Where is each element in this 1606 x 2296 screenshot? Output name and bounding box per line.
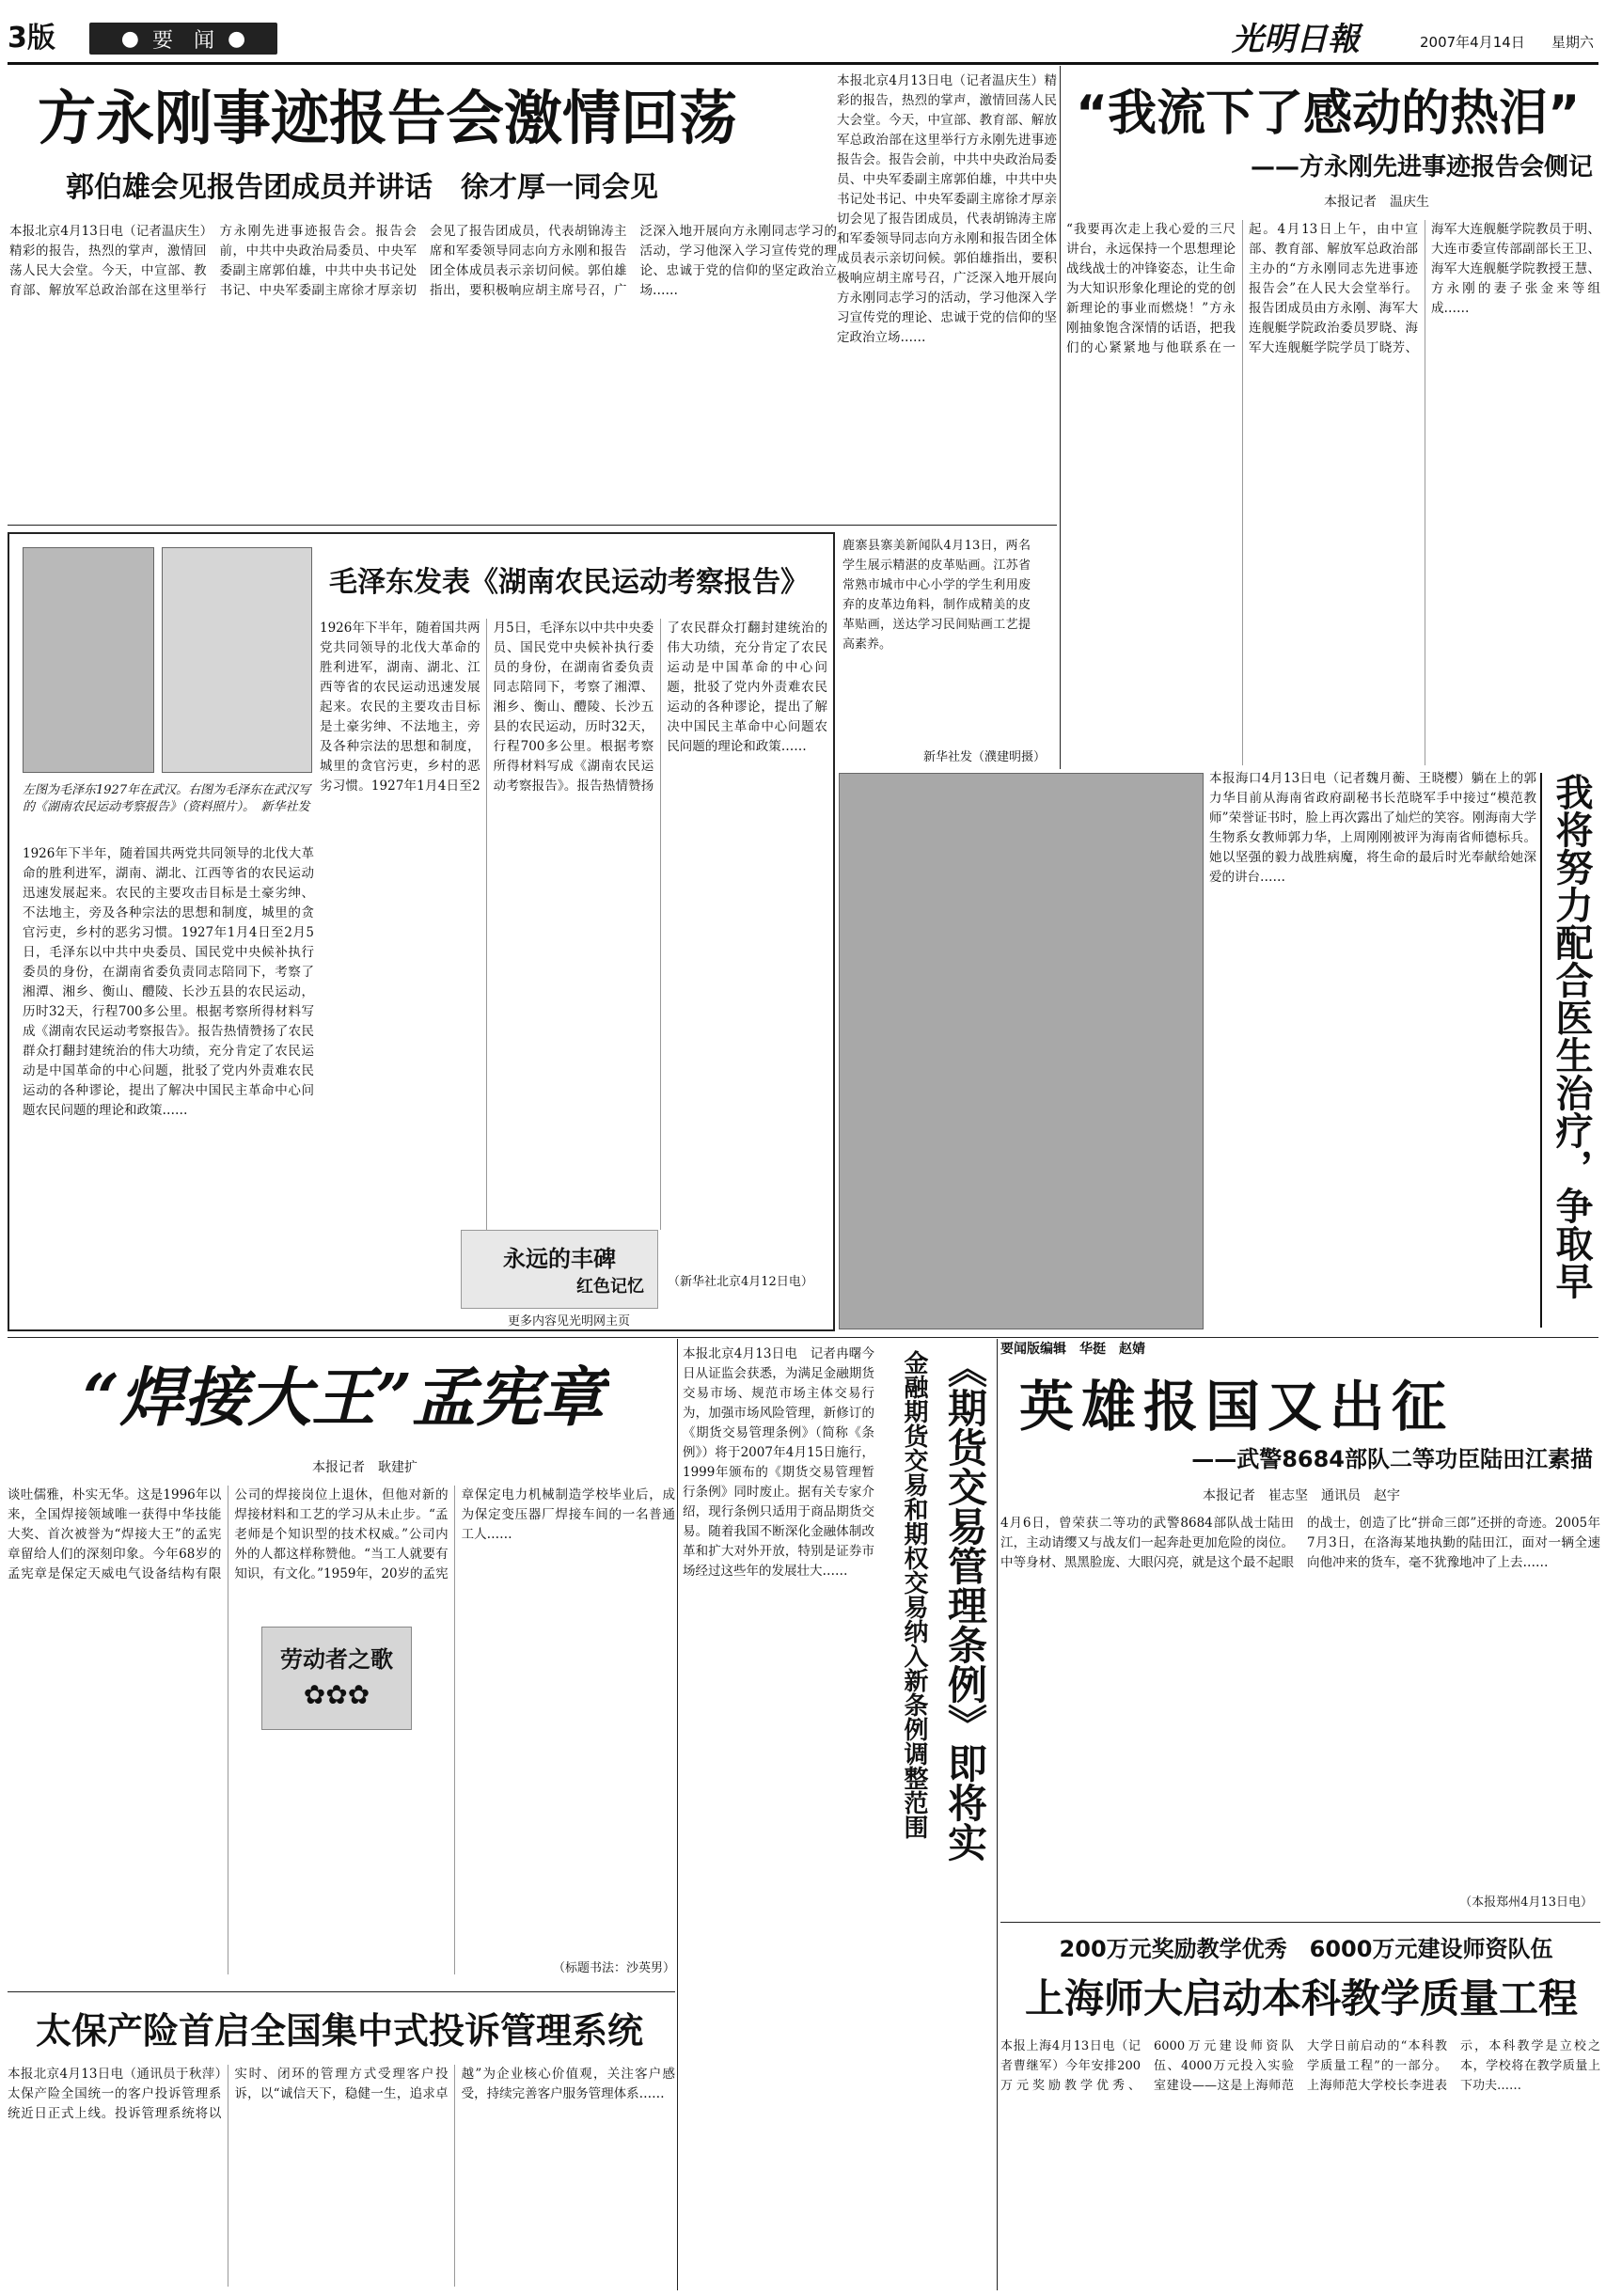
history-body-left: 1926年下半年，随着国共两党共同领导的北伐大革命的胜利进军，湖南、湖北、江西等省的农民运动迅速发展起来。农民的主要攻击目标是土豪劣绅、不法地主，旁及各种宗法的思想和制度，城里的贪官污吏，乡村的恶劣习惯。1927年1月4日至2月5日，毛泽东以中共中央委员、国民党中央候补执行委员的身份，在湖南省委负责同志陪同下，考察了湘潭、湘乡、衡山、醴陵、长沙五县的农民运动，历时32天，行程700多公里。根据考察所得材料写成《湖南农民运动考察报告》。报告热情赞扬了农民群众打翻封建统治的伟大功绩，充分肯定了农民运动是中国革命的中心问题，批驳了党内外责难农民运动的各种谬论，提出了解决中国民主革命中心问题农民问题的理论和政策…… [23,846,314,1118]
issue-date: 2007年4月14日 [1420,34,1525,51]
feature-headline: “我流下了感动的热泪” [1076,86,1581,142]
worker-song-logo [261,1627,412,1730]
welder-credit: （标题书法：沙英男） [552,1961,675,1975]
soldier-subheadline: ——武警8684部队二等功臣陆田江素描 [1191,1446,1593,1472]
article-main [9,71,837,525]
soldier-byline: 本报记者 崔志坚 通讯员 赵宇 [1203,1488,1400,1503]
column-rule [677,1339,678,2290]
welder-byline: 本报记者 耿建扩 [312,1460,417,1475]
welder-body: 谈吐儒雅，朴实无华。这是1996年以来，全国焊接领域唯一获得中华技能大奖、首次被誉为“焊接大王”的孟宪章留给人们的深刻印象。今年68岁的孟宪章是保定天威电气设备结构有限公司的焊接岗位上退休，但他对新的焊接材料和工艺的学习从未止步。“孟老师是个知识型的技术权威。”公司内外的人都这样称赞他。“当工人就要有知识，有文化。”1959年，20岁的孟宪章保定电力机械制造学校毕业后，成为保定变压器厂焊接车间的一名普通工人…… [8,1487,675,1581]
soldier-headline: 英雄报国又出征 [1019,1375,1455,1439]
section-rule [8,1337,1598,1338]
article-body: 本报北京4月13日电（记者温庆生）精彩的报告，热烈的掌声，激情回荡人民大会堂。今天，中宣部、教育部、解放军总政治部在这里举行方永刚先进事迹报告会。报告会前，中共中央政治局委员、中央军委副主席郭伯雄，中共中央书记处书记、中央军委副主席徐才厚亲切会见了报告团成员，代表胡锦涛主席和军委领导同志向方永刚和报告团全体成员表示亲切问候。郭伯雄指出，要积极响应胡主席号召，广泛深入地开展向方永刚同志学习的活动，学习他深入学习宣传党的理论、忠诚于党的信仰的坚定政治立场…… [9,224,837,298]
column-logo-sub: 红色记忆 [576,1277,644,1297]
bullet-icon: ● [228,26,246,51]
article-welder [8,1345,675,1984]
students-photo [839,773,1204,1329]
page-number: 3版 [8,22,55,55]
futures-body: 本报北京4月13日电 记者冉曙今日从证监会获悉，为满足金融期货交易市场、规范市场主体交易行为，加强市场风险管理，新修订的《期货交易管理条例》（简称《条例》）将于2007年4月15日施行，1999年颁布的《期货交易管理暂行条例》同时废止。据有关专家介绍，现行条例只适用于商品期货交易。随着我国不断深化金融体制改革和扩大对外开放，特别是证券市场经过这些年的发展壮大…… [683,1346,874,1579]
article-insurance [8,1999,675,2290]
education-subheadline: 200万元奖励教学优秀 6000万元建设师资队伍 [1059,1936,1553,1962]
futures-subheadline: 金融期货交易和期权交易纳入新条例调整范围 [900,1350,928,1839]
history-body: 1926年下半年，随着国共两党共同领导的北伐大革命的胜利进军，湖南、湖北、江西等省的农民运动迅速发展起来。农民的主要攻击目标是土豪劣绅、不法地主，旁及各种宗法的思想和制度，城里的贪官污吏，乡村的恶劣习惯。1927年1月4日至2月5日，毛泽东以中共中央委员、国民党中央候补执行委员的身份，在湖南省委负责同志陪同下，考察了湘潭、湘乡、衡山、醴陵、长沙五县的农民运动，历时32天，行程700多公里。根据考察所得材料写成《湖南农民运动考察报告》。报告热情赞扬了农民群众打翻封建统治的伟大功绩，充分肯定了农民运动是中国革命的中心问题，批驳了党内外责难农民运动的各种谬论，提出了解决中国民主革命中心问题农民问题的理论和政策…… [320,621,827,794]
article-main-continuation: 本报北京4月13日电（记者温庆生）精彩的报告，热烈的掌声，激情回荡人民大会堂。今天，中宣部、教育部、解放军总政治部在这里举行方永刚先进事迹报告会。报告会前，中共中央政治局委员、中央军委副主席郭伯雄，中共中央书记处书记、中央军委副主席徐才厚亲切会见了报告团成员，代表胡锦涛主席和军委领导同志向方永刚和报告团全体成员表示亲切问候。郭伯雄指出，要积极响应胡主席号召，广泛深入地开展向方永刚同志学习的活动，学习他深入学习宣传党的理论、忠诚于党的信仰的坚定政治立场…… [837,73,1057,345]
history-credit: （新华社北京4月12日电） [668,1275,813,1289]
photo-news-credit: 新华社发（濮建明摄） [922,750,1046,764]
article-futures [679,1345,995,2266]
futures-headline: 《期货交易管理条例》即将实 [942,1348,988,1862]
education-headline: 上海师大启动本科教学质量工程 [1024,1975,1578,2021]
header-rule [8,62,1598,65]
insurance-headline: 太保产险首启全国集中式投诉管理系统 [36,2010,644,2052]
section-banner [89,23,277,55]
section-rule [8,1991,675,1992]
history-headline: 毛泽东发表《湖南农民运动考察报告》 [329,566,809,599]
article-education [1000,1927,1600,2290]
issue-weekday: 星期六 [1551,34,1595,51]
welder-headline: “焊接大王”孟宪章 [83,1360,605,1436]
paper-name: 光明日報 [1232,21,1360,58]
column-logo [461,1230,658,1309]
article-soldier [1000,1365,1600,1918]
column-note: 更多内容见光明网主页 [507,1314,630,1329]
article-history-box [8,532,835,1331]
feature-body: “我要再次走上我心爱的三尺讲台，永远保持一个思想理论战线战士的冲锋姿态，让生命为大知识形象化理论的党的创新理论的事业而燃烧！”方永刚抽象饱含深情的话语，把我们的心紧紧地与他联系在一起。4月13日上午，由中宣部、教育部、解放军总政治部主办的“方永刚同志先进事迹报告会”在人民大会堂举行。报告团成员由方永刚、海军大连舰艇学院政治委员罗晓、海军大连舰艇学院学员丁晓芳、海军大连舰艇学院教员于明、大连市委宣传部副部长王卫、海军大连舰艇学院教授王慧、方永刚的妻子张金来等组成…… [1066,222,1600,355]
section-name: 要 闻 [151,28,214,53]
article-feature [1066,71,1600,767]
article-teacher [1209,769,1600,1333]
teacher-headline: 我将努力配合医生治疗，争取早 [1540,773,1597,1328]
subheadline: 郭伯雄会见报告团成员并讲话 徐才厚一同会见 [66,171,658,204]
feature-subheadline: ——方永刚先进事迹报告会侧记 [1250,153,1593,181]
worker-song-title: 劳动者之歌 [280,1646,393,1673]
column-logo-title: 永远的丰碑 [503,1246,616,1272]
portrait-photo [23,547,154,773]
editor-note: 要闻版编辑 华挺 赵婧 [1000,1342,1145,1357]
education-body: 本报上海4月13日电（记者曹继军）今年安排200万元奖励教学优秀、6000万元建设师资队伍、4000万元投入实验室建设——这是上海师范大学日前启动的“本科教学质量工程”的一部分。上海师范大学校长李进表示，本科教学是立校之本，学校将在教学质量上下功夫…… [1000,2039,1600,2093]
section-rule [1000,1922,1600,1923]
insurance-body: 本报北京4月13日电（通讯员于秋萍）太保产险全国统一的客户投诉管理系统近日正式上线。投诉管理系统将以实时、闭环的管理方式受理客户投诉，以“诚信天下，稳健一生，追求卓越”为企业核心价值观，关注客户感受，持续完善客户服务管理体系…… [8,2067,675,2121]
teacher-body: 本报海口4月13日电（记者魏月蘅、王晓樱）躺在上的郭力华目前从海南省政府副秘书长范晓军手中接过“模范教师”荣誉证书时，脸上再次露出了灿烂的笑容。刚海南大学生物系女教师郭力华，上周刚刚被评为海南省师德标兵。她以坚强的毅力战胜病魔，将生命的最后时光奉献给她深爱的讲台…… [1209,771,1536,885]
soldier-body: 4月6日，曾荣获二等功的武警8684部队战士陆田江，主动请缨又与战友们一起奔赴更加危险的岗位。中等身材、黑黑脸庞、大眼闪亮，就是这个最不起眼的战士，创造了比“拼命三郎”还拼的奇迹。2005年7月3日，在洛海某地执勤的陆田江，面对一辆全速向他冲来的货车，毫不犹豫地冲了上去…… [1000,1516,1600,1570]
photo-news-caption: 鹿寨县寨美新闻队4月13日，两名学生展示精湛的皮革贴画。江苏省常熟市城市中心小学的学生利用废弃的皮革边角料，制作成精美的皮革贴画，送达学习民间贴画工艺提高素养。 [842,539,1031,652]
feature-byline: 本报记者 温庆生 [1324,195,1429,210]
bullet-icon: ● [120,26,139,51]
column-rule [997,1339,998,2290]
headline: 方永刚事迹报告会激情回荡 [38,84,738,152]
flower-icon: ✿✿✿ [303,1679,370,1710]
book-cover-photo [162,547,312,773]
section-rule [8,525,1057,526]
photo-caption: 左图为毛泽东1927年在武汉。右图为毛泽东在武汉写的《湖南农民运动考察报告》（资料照片）。 新华社发 [23,783,311,814]
soldier-credit: （本报郑州4月13日电） [1459,1895,1593,1910]
